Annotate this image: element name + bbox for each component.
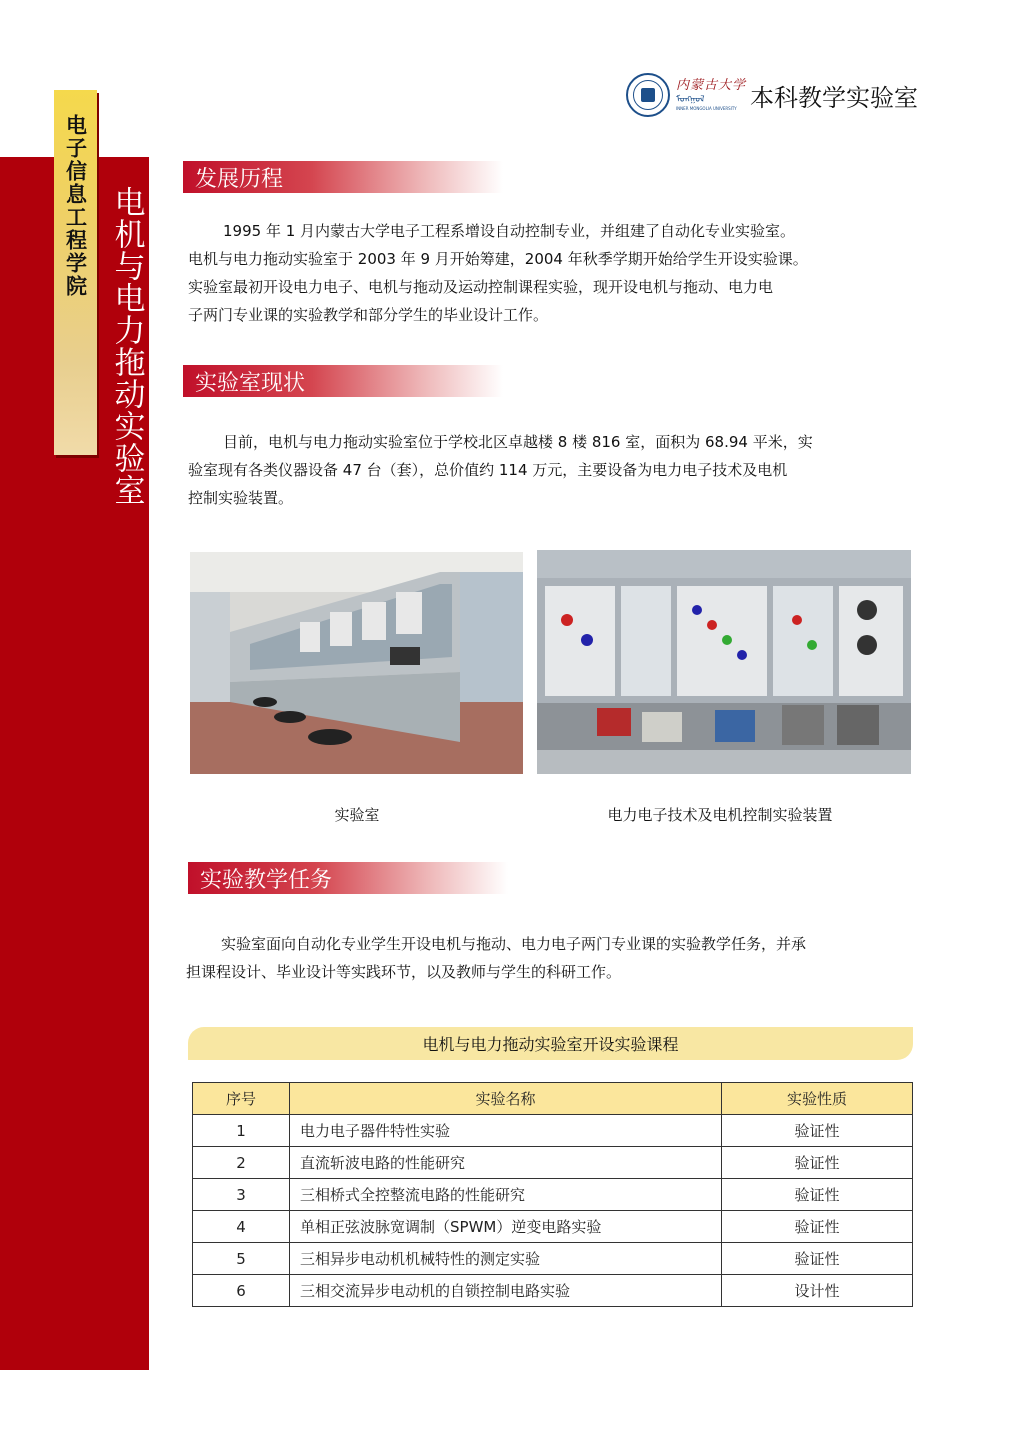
lab-equipment-photo xyxy=(537,550,911,774)
section-heading-history: 发展历程 xyxy=(183,161,503,193)
tasks-paragraph: 实验室面向自动化专业学生开设电机与拖动、电力电子两门专业课的实验教学任务，并承 担课程设计、毕业设计等实践环节，以及教师与学生的科研工作。 xyxy=(186,935,807,981)
history-paragraph: 1995 年 1 月内蒙古大学电子工程系增设自动控制专业，并组建了自动化专业实验室。 电机与电力拖动实验室于 2003 年 9 月开始筹建，2004 年秋季学期开始给学生开设实验课。 实验室最初开设电力电子、电机与拖动及运动控制课程实验，现开设电机与拖动、电力电 子两门专业课的实验教学和部分学生的毕业设计工作。 xyxy=(188,222,808,324)
photo-caption-right: 电力电子技术及电机控制实验装置 xyxy=(607,806,833,824)
table-row: 4 单相正弦波脉宽调制（SPWM）逆变电路实验 验证性 xyxy=(193,1211,913,1243)
lab-title-vertical xyxy=(105,186,149,506)
college-tab xyxy=(54,90,97,455)
status-paragraph: 目前，电机与电力拖动实验室位于学校北区卓越楼 8 楼 816 室，面积为 68.94 平米，实 验室现有各类仪器设备 47 台（套），总价值约 114 万元，主要设备为电力电子技术及电机 控制实验装置。 xyxy=(188,433,813,507)
course-table-title: 电机与电力拖动实验室开设实验课程 xyxy=(188,1027,913,1060)
lab-room-photo xyxy=(190,552,523,774)
lab-name: 电机与电力拖动实验室 xyxy=(108,186,145,506)
table-row: 5 三相异步电动机机械特性的测定实验 验证性 xyxy=(193,1243,913,1275)
table-header-row xyxy=(193,1083,913,1115)
table-row: 6 三相交流异步电动机的自锁控制电路实验 设计性 xyxy=(193,1275,913,1307)
section-heading-status: 实验室现状 xyxy=(183,365,503,397)
university-seal-icon xyxy=(626,73,670,117)
table-row: 2 直流斩波电路的性能研究 验证性 xyxy=(193,1147,913,1179)
header-name: 实验名称 xyxy=(290,1083,722,1115)
header-title: 本科教学实验室 xyxy=(750,83,918,112)
logo-text: 内蒙古大学 xyxy=(676,78,747,93)
page-header xyxy=(626,70,918,120)
table-row: 3 三相桥式全控整流电路的性能研究 验证性 xyxy=(193,1179,913,1211)
course-table xyxy=(192,1082,913,1307)
header-index: 序号 xyxy=(193,1083,290,1115)
table-row: 1 电力电子器件特性实验 验证性 xyxy=(193,1115,913,1147)
header-type: 实验性质 xyxy=(722,1083,913,1115)
section-heading-tasks: 实验教学任务 xyxy=(188,862,508,894)
logo-english: INNER MONGOLIA UNIVERSITY xyxy=(676,106,737,111)
college-name: 电子信息工程学院 xyxy=(63,114,89,298)
university-logo: 内蒙古大学 ᠮᠣᠩᠭᠣᠯ INNER MONGOLIA UNIVERSITY xyxy=(676,78,747,111)
photo-caption-left: 实验室 xyxy=(334,806,380,824)
